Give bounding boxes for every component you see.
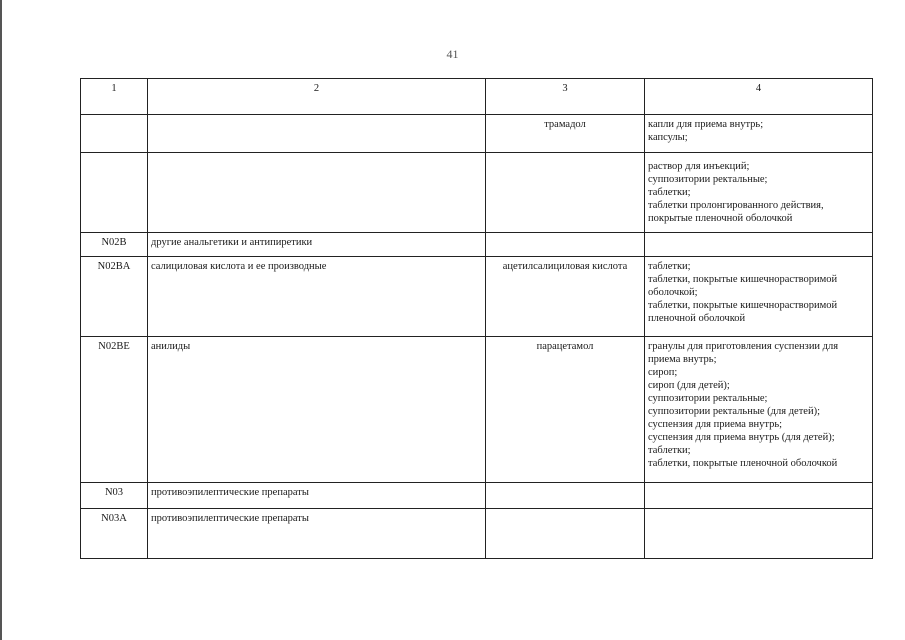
group-name: противоэпилептические препараты — [148, 509, 486, 559]
table-row — [81, 233, 873, 257]
dosage-forms — [645, 153, 873, 233]
atc-code: N03 — [81, 483, 148, 509]
table-row — [81, 257, 873, 337]
atc-code: N03A — [81, 509, 148, 559]
table-header-row — [81, 79, 873, 115]
dosage-forms — [645, 257, 873, 337]
dosage-forms — [645, 115, 873, 153]
drug-name — [486, 233, 645, 257]
table-row — [81, 153, 873, 233]
page-number: 41 — [446, 47, 459, 61]
header-col-3: 3 — [486, 79, 645, 115]
scan-edge-line — [0, 0, 2, 640]
group-name: салициловая кислота и ее производные — [148, 257, 486, 337]
group-name: анилиды — [148, 337, 486, 483]
dosage-forms-text: капли для приема внутрь; капсулы; — [648, 119, 764, 143]
group-name: противоэпилептические препараты — [148, 483, 486, 509]
atc-code — [81, 153, 148, 233]
table-row — [81, 337, 873, 483]
dosage-forms-text: таблетки; таблетки, покрытые кишечнорастворимой оболочкой; таблетки, покрытые кишечнорастворимой пленочной оболочкой — [648, 261, 838, 324]
header-col-2: 2 — [148, 79, 486, 115]
table-row — [81, 509, 873, 559]
drug-table — [80, 78, 873, 559]
group-name: другие анальгетики и антипиретики — [148, 233, 486, 257]
drug-name: ацетилсалициловая кислота — [486, 257, 645, 337]
dosage-forms — [645, 233, 873, 257]
dosage-forms-text: гранулы для приготовления суспензии для приема внутрь; сироп; сироп (для детей); суппозитории ректальные; суппозитории ректальные (для детей); суспензия для приема внутрь; суспензия для приема внутрь (для детей); таблетки; таблетки, покрытые пленочной оболочкой — [648, 341, 839, 469]
atc-code: N02B — [81, 233, 148, 257]
dosage-forms-text: раствор для инъекций; суппозитории ректальные; таблетки; таблетки пролонгированного действия, покрытые пленочной оболочкой — [648, 161, 824, 224]
drug-name — [486, 483, 645, 509]
drug-name — [486, 509, 645, 559]
atc-code: N02BA — [81, 257, 148, 337]
drug-name: трамадол — [486, 115, 645, 153]
dosage-forms — [645, 483, 873, 509]
header-col-4: 4 — [645, 79, 873, 115]
atc-code — [81, 115, 148, 153]
dosage-forms — [645, 337, 873, 483]
drug-name: парацетамол — [486, 337, 645, 483]
group-name — [148, 153, 486, 233]
group-name — [148, 115, 486, 153]
drug-name — [486, 153, 645, 233]
dosage-forms — [645, 509, 873, 559]
header-col-1: 1 — [81, 79, 148, 115]
table-row — [81, 483, 873, 509]
table-row — [81, 115, 873, 153]
atc-code: N02BE — [81, 337, 148, 483]
